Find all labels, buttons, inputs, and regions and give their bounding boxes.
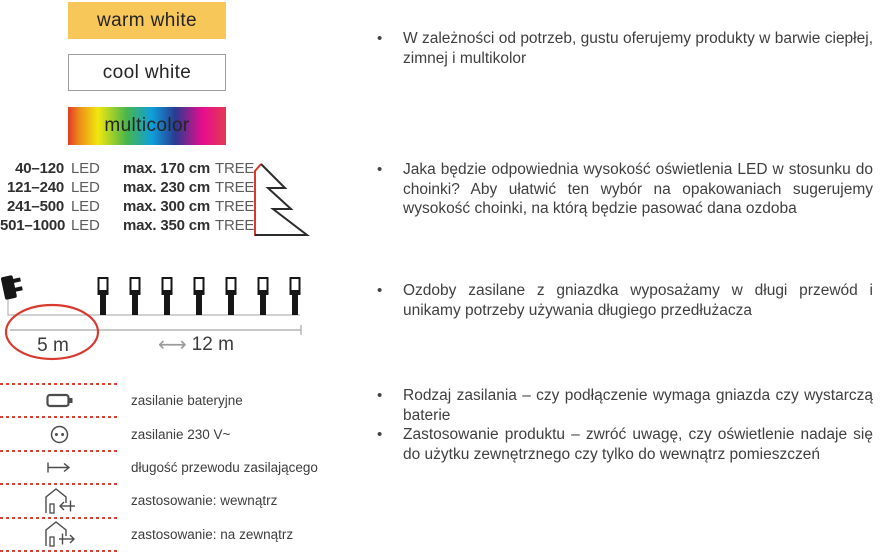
max-height: max. 300 cm [123,198,211,215]
bullet-text: Jaka będzie odpowiednia wysokość oświetlenia LED w stosunku do choinki? Aby ułatwić ten wybór na opakowaniach sugerujemy wysokość choinki, na którą będzie pasować dana ozdoba [403,161,873,217]
bullet-text: Rodzaj zasilania – czy podłączenie wymaga gniazda czy wystarczą baterie [403,387,873,424]
table-row [0,159,255,178]
led-unit: LED [71,179,100,196]
feature-legend [0,383,330,552]
feature-label: zasilanie bateryjne [131,393,243,409]
list-item [375,160,873,219]
cord-length-label: 5 m [37,335,69,356]
led-range: 121–240 [7,179,64,196]
cool-white-label: cool white [102,61,192,83]
table-row [0,216,255,235]
double-arrow-icon: ⟷ [158,334,187,356]
bullet-marker: • [377,30,383,47]
bullet-text: Zastosowanie produktu – zwróć uwagę, czy oświetlenie nadaje się do użytku zewnętrznego czy tylko do wewnątrz pomieszczeń [403,426,873,463]
wire-line [8,300,300,315]
string-length-value: 12 m [191,334,234,355]
bullet-text: W zależności od potrzeb, gustu oferujemy produkty w barwie ciepłej, zimnej i multikolor [403,30,873,67]
led-range: 501–1000 [0,217,66,234]
bulb-icon [194,278,205,315]
feature-label: długość przewodu zasilającego [131,459,318,475]
list-item [375,29,873,68]
bullet-marker: • [377,426,383,443]
bullet-marker: • [377,387,383,404]
list-item [0,452,330,483]
string-length-label [158,334,234,356]
led-unit: LED [71,160,100,177]
cool-white-swatch [68,54,226,91]
led-tree-table [0,159,255,235]
house-indoor-icon [0,487,118,515]
warm-white-swatch [68,2,226,39]
feature-label: zastosowanie: wewnątrz [131,493,278,509]
list-item [375,281,873,320]
bulb-icon [162,278,173,315]
bulb-icon [98,278,109,315]
list-item [375,425,873,464]
bullet-group [375,386,873,464]
max-height: max. 350 cm [123,217,211,234]
tree-word: TREE [215,179,255,196]
led-unit: LED [71,217,100,234]
feature-label: zasilanie 230 V~ [131,426,231,442]
led-range: 241–500 [7,198,64,215]
bulb-icon [290,278,301,315]
plug-icon [1,274,24,300]
list-item [375,386,873,425]
bullet-text: Ozdoby zasilane z gniazdka wyposażamy w długi przewód i unikamy potrzeby używania długiego przedłużacza [403,282,873,319]
bulb-icon [130,278,141,315]
christmas-tree-icon [251,161,313,241]
list-item [0,385,330,416]
table-row [0,197,255,216]
bulb-icon [226,278,237,315]
led-unit: LED [71,198,100,215]
list-item [0,418,330,449]
socket-icon [0,425,118,444]
tree-word: TREE [215,198,255,215]
bullet-marker: • [377,161,383,178]
list-item [0,519,330,550]
bullet-marker: • [377,282,383,299]
warm-white-label: warm white [96,9,198,31]
list-item [0,485,330,516]
cord-length-icon [0,461,118,474]
tree-word: TREE [215,217,255,234]
battery-icon [0,393,118,408]
max-height: max. 230 cm [123,179,211,196]
multicolor-swatch [68,107,226,145]
led-range: 40–120 [15,160,64,177]
feature-label: zastosowanie: na zewnątrz [131,526,294,542]
max-height: max. 170 cm [123,160,211,177]
multicolor-label: multicolor [104,115,190,136]
tree-word: TREE [215,160,255,177]
table-row [0,178,255,197]
house-outdoor-icon [0,520,118,548]
bulb-icon [258,278,269,315]
